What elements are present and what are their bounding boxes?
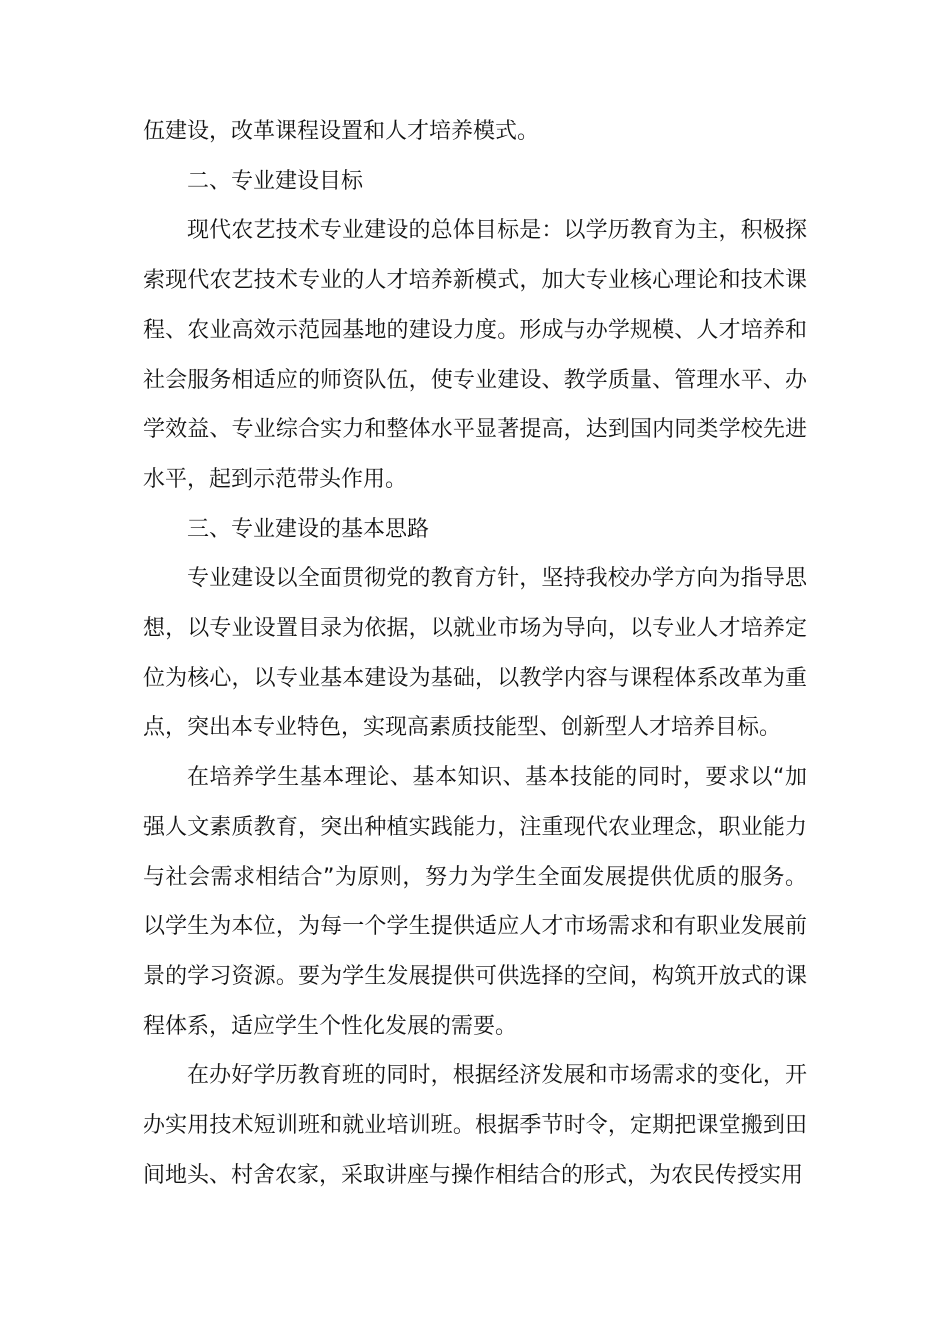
- paragraph-approach: 专业建设以全面贯彻党的教育方针，坚持我校办学方向为指导思想，以专业设置目录为依据，以就业市场为导向，以专业人才培养定位为核心，以专业基本建设为基础，以教学内容与课程体系改革为重点，突出本专业特色，实现高素质技能型、创新型人才培养目标。: [143, 566, 807, 741]
- paragraph-goals: 现代农艺技术专业建设的总体目标是：以学历教育为主，积极探索现代农艺技术专业的人才培养新模式，加大专业核心理论和技术课程、农业高效示范园基地的建设力度。形成与办学规模、人才培养和社会服务相适应的师资队伍，使专业建设、教学质量、管理水平、办学效益、专业综合实力和整体水平显著提高，达到国内同类学校先进水平，起到示范带头作用。: [143, 218, 807, 492]
- document-body: [143, 107, 807, 1200]
- paragraph-training-classes: 在办好学历教育班的同时，根据经济发展和市场需求的变化，开办实用技术短训班和就业培训班。根据季节时令，定期把课堂搬到田间地头、村舍农家，采取讲座与操作相结合的形式，为农民传授实用: [143, 1063, 807, 1188]
- paragraph-continuation: 伍建设，改革课程设置和人才培养模式。: [143, 119, 540, 144]
- paragraph-student-development: 在培养学生基本理论、基本知识、基本技能的同时，要求以“加强人文素质教育，突出种植实践能力，注重现代农业理念，职业能力与社会需求相结合”为原则，努力为学生全面发展提供优质的服务。以学生为本位，为每一个学生提供适应人才市场需求和有职业发展前景的学习资源。要为学生发展提供可供选择的空间，构筑开放式的课程体系，适应学生个性化发展的需要。: [143, 765, 807, 1039]
- section-heading-3: 三、专业建设的基本思路: [187, 516, 430, 542]
- section-heading-2: 二、专业建设目标: [187, 168, 364, 194]
